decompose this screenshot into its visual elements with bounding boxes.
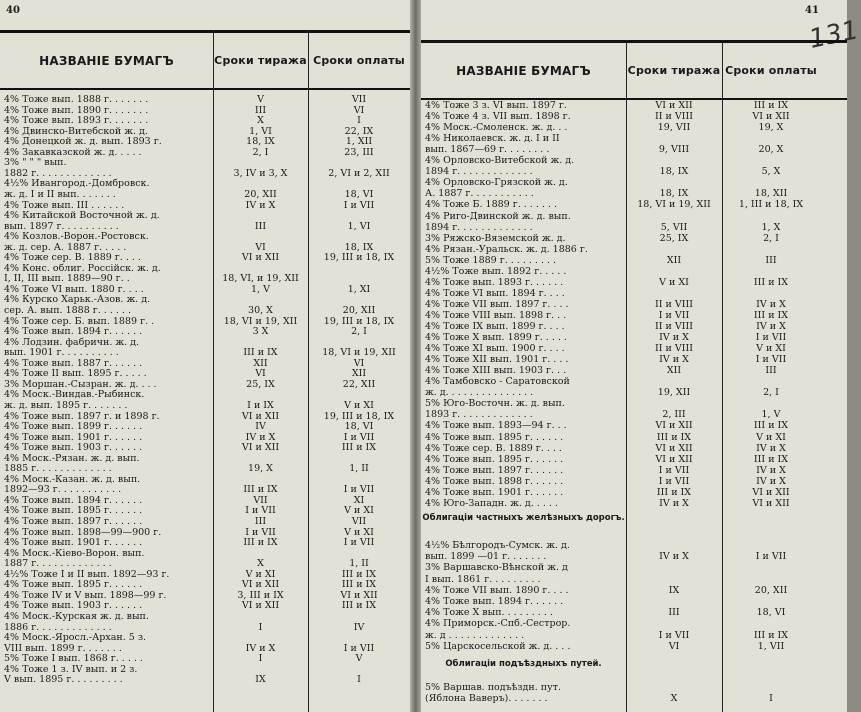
bond-name-cell: 4% Тоже вып. 1894 г. . . . . . (4, 494, 143, 506)
bond-name-cell: VIII вып. 1899 г. . . . . . . (4, 642, 122, 654)
draw-date-cell: IV и X (659, 354, 689, 366)
draw-date-cell: 18, IX (246, 136, 275, 148)
pay-date-cell: 20, XII (342, 305, 376, 316)
bond-name-cell: 3% Ряжско-Вяземской ж. д. (425, 232, 566, 244)
draw-date-cell: 30, X (248, 305, 273, 316)
bond-name-cell: 4% Тоже вып. 1901 г. . . . . . (425, 486, 564, 498)
draw-date-cell: X (670, 693, 678, 704)
bond-name-cell: 4% Тоже вып. 1893 г. . . . . . . (4, 115, 149, 127)
pay-date-cell: 1, X (761, 221, 781, 233)
draw-date-cell: 1, VI (249, 125, 272, 137)
draw-date-cell: IV и X (659, 551, 689, 563)
draw-date-cell: X (257, 115, 264, 127)
bond-name-cell: 4% Тоже IV и V вып. 1898—99 г. (4, 589, 167, 601)
pay-date-cell: VI (353, 104, 365, 116)
draw-date-cell: X (257, 558, 264, 570)
bond-name-cell: ж. д. вып. 1895 г. . . . . . . (4, 399, 128, 411)
bond-name-cell: 4% Орловско-Витебской ж. д. (425, 155, 575, 167)
header-draw-dates: Сроки тиража (627, 64, 721, 77)
draw-date-cell: VI и XII (655, 100, 693, 111)
pay-date-cell: 18, VI (756, 607, 786, 619)
bond-name-cell: 4% Тоже вып. 1898 г. . . . . . (425, 475, 564, 487)
bond-name-cell: 5% Тоже 1889 г. . . . . . . . . (425, 254, 557, 266)
book-gutter (410, 0, 421, 712)
bond-name-cell: 4% Тоже VI вып. 1894 г. . . . (425, 287, 565, 299)
draw-date-cell: 3, IV и 3, X (233, 167, 288, 179)
pay-date-cell: V и XI (756, 343, 786, 355)
pay-date-cell: III и IX (753, 629, 789, 641)
draw-date-cell: 25, IX (659, 232, 689, 244)
bond-name-cell: 4% Тоже вып. 1903 г. . . . . . (4, 600, 143, 612)
bond-name-cell: 4% Тоже вып. 1901 г. . . . . . (4, 537, 143, 549)
pay-date-cell: I (357, 115, 361, 127)
draw-date-cell: I и VII (658, 629, 690, 641)
pay-date-cell: 18, VI и 19, XII (322, 347, 396, 359)
draw-date-cell: 1, V (251, 283, 270, 295)
pay-date-cell: VI и XII (752, 497, 790, 509)
bond-name-cell: 4% Моск.-Курская ж. д. вып. (4, 610, 149, 622)
pay-date-cell: V и XI (344, 399, 374, 411)
pay-date-cell: V (355, 653, 363, 665)
pay-date-cell: III и IX (341, 568, 377, 580)
bond-name-cell: 4% Тоже вып. III . . . . . . (4, 199, 125, 211)
pay-date-cell: 19, III и 18, IX (323, 252, 395, 264)
pay-date-cell: 20, X (758, 144, 784, 156)
draw-date-cell: VI (255, 241, 266, 253)
bond-name-cell: 4% Тоже вып. 1898—99—900 г. (4, 526, 162, 538)
draw-date-cell: IV и X (245, 642, 276, 654)
pay-date-cell: III и IX (341, 442, 377, 454)
draw-date-cell: I и VII (245, 526, 276, 538)
bond-name-cell: 1892—93 г. . . . . . . . . . . (4, 484, 122, 496)
draw-date-cell: III (668, 607, 680, 619)
pay-date-cell: I и VII (755, 332, 787, 344)
bond-name-cell: 4½% Бѣлгородъ-Сумск. ж. д. (425, 540, 570, 551)
pay-date-cell: V и XI (344, 505, 374, 517)
pay-date-cell: III (765, 254, 777, 266)
bond-name-cell: 4% Приморск.-Спб.-Сестрор. (425, 618, 571, 630)
pay-date-cell: 19, III и 18, IX (323, 410, 395, 422)
bond-name-cell: 4% Тоже вып. 1897 г. . . . . . (4, 516, 143, 527)
draw-date-cell: VI и XII (241, 442, 280, 454)
bond-name-cell: I, II, III вып. 1889—90 г. . (4, 273, 130, 285)
draw-date-cell: XII (666, 254, 682, 266)
bond-name-cell: 4% Орловско-Грязской ж. д. (425, 177, 568, 189)
draw-date-cell: VI и XII (241, 252, 280, 264)
draw-date-cell: IV и X (245, 199, 276, 211)
pay-date-cell: 1, II (349, 463, 369, 475)
draw-date-cell: 19, VII (657, 122, 691, 134)
pay-date-cell: 1, VII (757, 640, 785, 652)
bond-name-cell: 4% Рязан.-Уральск. ж. д. 1886 г. (425, 243, 588, 255)
pay-date-cell: 1, XII (345, 136, 373, 148)
bond-name-cell: 4% Тоже 1 з. IV вып. и 2 з. (4, 663, 138, 675)
draw-date-cell: XII (253, 357, 268, 369)
draw-date-cell: 18, IX (659, 166, 689, 178)
pay-date-cell: 2, VI и 2, XII (328, 167, 390, 179)
handwritten-mark: 131 (806, 15, 861, 55)
bond-name-cell: 4% Тоже вып. 1899 г. . . . . . (4, 421, 143, 433)
draw-date-cell: III (254, 104, 267, 116)
bond-name-cell: 4% Тоже вып. 1887 г. . . . . . (4, 357, 143, 369)
draw-date-cell: VI и XII (655, 420, 693, 432)
bond-name-cell: 1886 г. . . . . . . . . . . . . (4, 621, 112, 633)
draw-date-cell: 18, VI, и 19, XII (222, 273, 299, 285)
pay-date-cell: 2, I (763, 232, 779, 244)
pay-date-cell: XI (353, 494, 365, 506)
pay-date-cell: VII (351, 516, 367, 527)
bond-name-cell: 4% Моск.-Кіево-Ворон. вып. (4, 547, 145, 559)
pay-date-cell: 23, III (344, 146, 374, 158)
bond-name-cell: 4% Николаевск. ж. д. I и II (425, 133, 560, 145)
draw-date-cell: IV (255, 421, 266, 433)
pay-date-cell: 1, VI (347, 220, 371, 232)
pay-date-cell: I (357, 674, 361, 686)
draw-date-cell: 18, VI и 19, XII (223, 315, 298, 327)
pay-date-cell: V и XI (756, 431, 786, 443)
bond-name-cell: 4% Моск.-Рязан. ж. д. вып. (4, 452, 140, 464)
pay-date-cell: 19, X (758, 122, 784, 134)
draw-date-cell: I и VII (245, 505, 276, 517)
bond-name-cell: 1885 г. . . . . . . . . . . . . (4, 463, 112, 475)
pay-date-cell: 18, VI (344, 421, 374, 433)
draw-date-cell: I и IX (247, 399, 274, 411)
pay-date-cell: IV и X (756, 442, 786, 454)
bond-name-cell: 4½% Тоже I и II вып. 1892—93 г. (4, 568, 170, 580)
pay-date-cell: 5, X (761, 166, 781, 178)
draw-date-cell: VI (255, 368, 266, 380)
bond-name-cell: 4% Тоже вып. 1893—94 г. . . (425, 420, 567, 432)
pay-date-cell: I и VII (755, 354, 787, 366)
bond-name-cell: 4% Тоже 3 з. VI вып. 1897 г. (425, 100, 567, 111)
bond-name-cell: 5% Царскосельской ж. д. . . . (425, 640, 571, 652)
header-pay-dates: Сроки оплаты (725, 64, 817, 77)
bond-name-cell: 4% Тоже сер. В. 1889 г. . . . (4, 252, 141, 264)
pay-date-cell: VI и XII (340, 589, 378, 601)
draw-date-cell: IV и X (659, 497, 689, 509)
bond-name-cell: ж. д . . . . . . . . . . . . . (425, 629, 525, 641)
pay-date-cell: III и IX (341, 600, 377, 612)
bond-name-cell: 4% Тоже вып. 1897 г. . . . . . (425, 464, 564, 476)
pay-date-cell: V и XI (344, 526, 374, 538)
pay-date-cell: IV и X (756, 298, 786, 310)
page-number-right: 41 (805, 5, 819, 16)
bond-name-cell: 4% Риго-Двинской ж. д. вып. (425, 210, 571, 222)
bond-name-cell: 4% Тоже X вып. . . . . . . . . (425, 607, 553, 619)
bond-name-cell: 5% Юго-Восточн. ж. д. вып. (425, 398, 565, 410)
draw-date-cell: 3 X (252, 326, 269, 338)
pay-date-cell: IV и X (756, 464, 786, 476)
pay-date-cell: IV и X (756, 321, 786, 332)
draw-date-cell: I и VII (658, 475, 690, 487)
bond-name-cell: I вып. 1861 г. . . . . . . . . (425, 573, 541, 585)
pay-date-cell: 22, IX (344, 125, 374, 137)
pay-date-cell: VI и XII (752, 111, 790, 123)
pay-date-cell: XII (351, 368, 367, 380)
pay-date-cell: 18, VI (344, 188, 374, 200)
left-table-header (0, 30, 410, 90)
pay-date-cell: VI (353, 357, 365, 369)
draw-date-cell: VII (253, 494, 268, 506)
bond-name-cell: 4% Лодзин. фабричн. ж. д. (4, 336, 140, 348)
draw-date-cell: II и VIII (655, 321, 693, 332)
pay-date-cell: III (765, 365, 777, 377)
pay-date-cell: I и VII (343, 537, 375, 549)
pay-date-cell: 1, V (761, 409, 781, 421)
bond-name-cell: 4% Тоже XIII вып. 1903 г. . . (425, 365, 567, 377)
draw-date-cell: V (257, 94, 264, 105)
bond-name-cell: 4% Тоже сер. В. 1889 г. . . . (425, 442, 562, 454)
draw-date-cell: 18, IX (659, 188, 689, 200)
bond-name-cell: 4% Закавказской ж. д. . . . . (4, 146, 142, 158)
pay-date-cell: I и VII (343, 484, 375, 496)
draw-date-cell: VI и XII (241, 579, 280, 591)
draw-date-cell: VI и XII (241, 600, 280, 612)
bond-name-cell: 4% Китайской Восточной ж. д. (4, 210, 160, 222)
pay-date-cell: 1, II (349, 558, 369, 570)
bond-name-cell: 4% Тоже вып. 1890 г. . . . . . . (4, 104, 149, 116)
bond-name-cell: 4% Тоже вып. 1895 г. . . . . . (4, 579, 143, 591)
pay-date-cell: VI и XII (752, 486, 790, 498)
pay-date-cell: IV и X (756, 475, 786, 487)
bond-name-cell: ж. д. . . . . . . . . . . . . . . (425, 387, 534, 399)
pay-date-cell: III и IX (341, 579, 377, 591)
draw-date-cell: 20, XII (244, 188, 277, 200)
bond-name-cell: 4% Тоже вып. 1888 г. . . . . . . (4, 94, 149, 105)
bond-name-cell: вып. 1899 —01 г. . . . . . . (425, 551, 547, 563)
page-number-left: 40 (6, 5, 20, 16)
draw-date-cell: XII (666, 365, 682, 377)
bond-name-cell: 4% Моск.-Казан. ж. д. вып. (4, 473, 141, 485)
bond-name-cell: 4% Тамбовско - Саратовской (425, 376, 570, 388)
bond-name-cell: 1893 г. . . . . . . . . . . . . (425, 409, 533, 421)
bond-name-cell: 4% Тоже вып. 1903 г. . . . . . (4, 442, 143, 454)
bond-name-cell: 5% Варшав. подъѣздн. пут. (425, 682, 561, 693)
bond-name-cell: 4% Курско Харьк.-Азов. ж. д. (4, 294, 151, 306)
draw-date-cell: II и VIII (655, 343, 693, 355)
bond-name-cell: ж. д. сер. А. 1887 г. . . . . (4, 241, 127, 253)
bond-name-cell: 4% Моск.-Яросл.-Архан. 5 з. (4, 632, 147, 644)
pay-date-cell: III и IX (753, 309, 789, 321)
bond-name-cell: 5% Тоже I вып. 1868 г. . . . . (4, 653, 143, 665)
draw-date-cell: VI (668, 640, 680, 652)
header-draw-dates: Сроки тиража (214, 54, 307, 67)
bond-name-cell: 4½% Ивангород.-Домбровск. (4, 178, 150, 190)
bond-name-cell: 1894 г. . . . . . . . . . . . . (425, 221, 533, 233)
draw-date-cell: 9, VIII (658, 144, 690, 156)
section-private-railways: Облигаціи частныхъ желѣзныхъ дорогъ. (422, 513, 625, 523)
bond-name-cell: вып. 1901 г. . . . . . . . . . (4, 347, 119, 359)
bond-name-cell: 4% Козлов.-Ворон.-Ростовск. (4, 231, 149, 243)
pay-date-cell: III и IX (753, 100, 789, 111)
draw-date-cell: IX (255, 674, 266, 686)
draw-date-cell: III (254, 220, 267, 232)
draw-date-cell: I и VII (658, 464, 690, 476)
draw-date-cell: VI и XII (655, 442, 693, 454)
draw-date-cell: 5, VII (660, 221, 688, 233)
bond-name-cell: 4% Моск.-Виндав.-Рыбинск. (4, 389, 145, 401)
bond-name-cell: 1882 г. . . . . . . . . . . . . (4, 167, 112, 179)
pay-date-cell: I и VII (755, 551, 787, 563)
draw-date-cell: II и VIII (655, 298, 693, 310)
draw-date-cell: I (258, 621, 263, 633)
section-access-roads: Облигаціи подъѣздныхъ путей. (445, 659, 602, 669)
bond-name-cell: 4% Тоже VI вып. 1880 г. . . . (4, 283, 144, 295)
pay-date-cell: 18, IX (344, 241, 374, 253)
pay-date-cell: IV (353, 621, 365, 633)
bond-name-cell: 4% Тоже VII вып. 1890 г. . . . (425, 584, 569, 596)
bond-name-cell: 4½% Тоже вып. 1892 г. . . . . (425, 265, 567, 277)
draw-date-cell: V и XI (659, 276, 689, 288)
draw-date-cell: 18, VI и 19, XII (637, 199, 711, 211)
left-page (0, 0, 410, 712)
bond-name-cell: 4% Тоже вып. 1894 г. . . . . . (425, 596, 564, 607)
bond-name-cell: V вып. 1895 г. . . . . . . . . (4, 674, 123, 686)
draw-date-cell: IV и X (659, 332, 689, 344)
draw-date-cell: 2, I (252, 146, 269, 158)
bond-name-cell: 3% Моршан.-Сызран. ж. д. . . . (4, 378, 157, 390)
bond-name-cell: ж. д. I и II вып. . . . . . . (4, 188, 116, 200)
draw-date-cell: 19, X (248, 463, 273, 475)
pay-date-cell: I и VII (343, 199, 375, 211)
bond-name-cell: 4% Тоже вып. 1894 г. . . . . . (4, 326, 143, 338)
draw-date-cell: 25, IX (246, 378, 275, 390)
draw-date-cell: 3, III и IX (237, 589, 284, 601)
draw-date-cell: IX (668, 584, 680, 596)
bond-name-cell: 4% Тоже вып. 1897 г. и 1898 г. (4, 410, 160, 422)
pay-date-cell: 1, III и 18, IX (738, 199, 804, 211)
draw-date-cell: II и VIII (655, 111, 693, 123)
bond-name-cell: 4% Тоже вып. 1901 г. . . . . . (4, 431, 143, 443)
pay-date-cell: III и IX (753, 276, 789, 288)
pay-date-cell: III и IX (753, 453, 789, 465)
pay-date-cell: 20, XII (754, 584, 788, 596)
bond-name-cell: 4% Тоже XI вып. 1900 г. . . . (425, 343, 565, 355)
bond-name-cell: 4% Тоже II вып. 1895 г. . . . . (4, 368, 147, 380)
bond-name-cell: 1887 г. . . . . . . . . . . . . (4, 558, 112, 570)
pay-date-cell: 19, III и 18, IX (323, 315, 395, 327)
draw-date-cell: I (258, 653, 263, 665)
draw-date-cell: III (254, 516, 267, 527)
pay-date-cell: 2, I (351, 326, 367, 338)
draw-date-cell: III и IX (656, 431, 692, 443)
header-name: НАЗВАНІЕ БУМАГЪ (456, 63, 591, 78)
right-page (421, 0, 861, 712)
bond-name-cell: 4% Донецкой ж. д. вып. 1893 г. (4, 136, 162, 148)
bond-name-cell: 4% Тоже вып. 1895 г. . . . . . (425, 453, 564, 465)
header-name: НАЗВАНІЕ БУМАГЪ (39, 53, 174, 68)
bond-name-cell: 3% Варшавско-Вѣнской ж. д (425, 562, 568, 574)
bond-name-cell: А. 1887 г. . . . . . . . . . . (425, 188, 534, 200)
draw-date-cell: V и XI (245, 568, 276, 580)
bond-name-cell: 4% Тоже вып. 1895 г. . . . . . (4, 505, 143, 517)
draw-date-cell: III и IX (656, 486, 692, 498)
draw-date-cell: III и IX (243, 537, 278, 549)
bond-name-cell: 4% Тоже вып. 1893 г. . . . . . (425, 276, 564, 288)
draw-date-cell: 19, XII (657, 387, 691, 399)
bond-name-cell: 4% Юго-Западн. ж. д. . . . . (425, 497, 558, 509)
bond-name-cell: 3% " " " вып. (4, 157, 67, 169)
pay-date-cell: I и VII (343, 431, 375, 443)
draw-date-cell: III и IX (243, 484, 278, 496)
draw-date-cell: IV и X (245, 431, 276, 443)
bond-name-cell: 4% Тоже 4 з. VII вып. 1898 г. (425, 111, 571, 123)
bond-name-cell: 4% Тоже Б. 1889 г. . . . . . . (425, 199, 557, 211)
bond-name-cell: 4% Тоже VII вып. 1897 г. . . . (425, 298, 569, 310)
pay-date-cell: I (769, 693, 773, 704)
pay-date-cell: III и IX (753, 420, 789, 432)
bond-name-cell: 4% Тоже сер. Б. вып. 1889 г. . (4, 315, 155, 327)
header-pay-dates: Сроки оплаты (313, 54, 405, 67)
pay-date-cell: 2, I (763, 387, 779, 399)
pay-date-cell: 1, XI (347, 283, 371, 295)
pay-date-cell: 18, XII (754, 188, 788, 200)
pay-date-cell: I и VII (343, 642, 375, 654)
bond-name-cell: 1894 г. . . . . . . . . . . . . (425, 166, 533, 178)
draw-date-cell: 2, III (662, 409, 686, 421)
bond-name-cell: 4% Тоже IX вып. 1899 г. . . . (425, 321, 565, 332)
bond-name-cell: 4% Двинско-Витебской ж. д. (4, 125, 148, 137)
draw-date-cell: VI и XII (241, 410, 280, 422)
bond-name-cell: 4% Тоже вып. 1895 г. . . . . . (425, 431, 564, 443)
right-table-header (421, 40, 847, 100)
bond-name-cell: (Яблона Ваверъ). . . . . . . (425, 693, 548, 704)
bond-name-cell: 4% Тоже XII вып. 1901 г. . . . (425, 354, 569, 366)
bond-name-cell: 4% Тоже X вып. 1899 г. . . . . (425, 332, 567, 344)
bond-name-cell: 4% Моск.-Смоленск. ж. д. . . (425, 122, 568, 134)
pay-date-cell: VII (351, 94, 367, 105)
bond-name-cell: сер. А. вып. 1888 г. . . . . . (4, 305, 131, 316)
draw-date-cell: VI и XII (655, 453, 693, 465)
draw-date-cell: I и VII (658, 309, 690, 321)
bond-name-cell: вып. 1867—69 г. . . . . . . . (425, 144, 550, 156)
bond-name-cell: 4% Тоже VIII вып. 1898 г. . . (425, 309, 567, 321)
bond-name-cell: 4% Конс. облиг. Россійск. ж. д. (4, 262, 161, 274)
bond-name-cell: вып. 1897 г. . . . . . . . . . (4, 220, 119, 232)
pay-date-cell: 22, XII (342, 378, 376, 390)
draw-date-cell: III и IX (243, 347, 278, 359)
